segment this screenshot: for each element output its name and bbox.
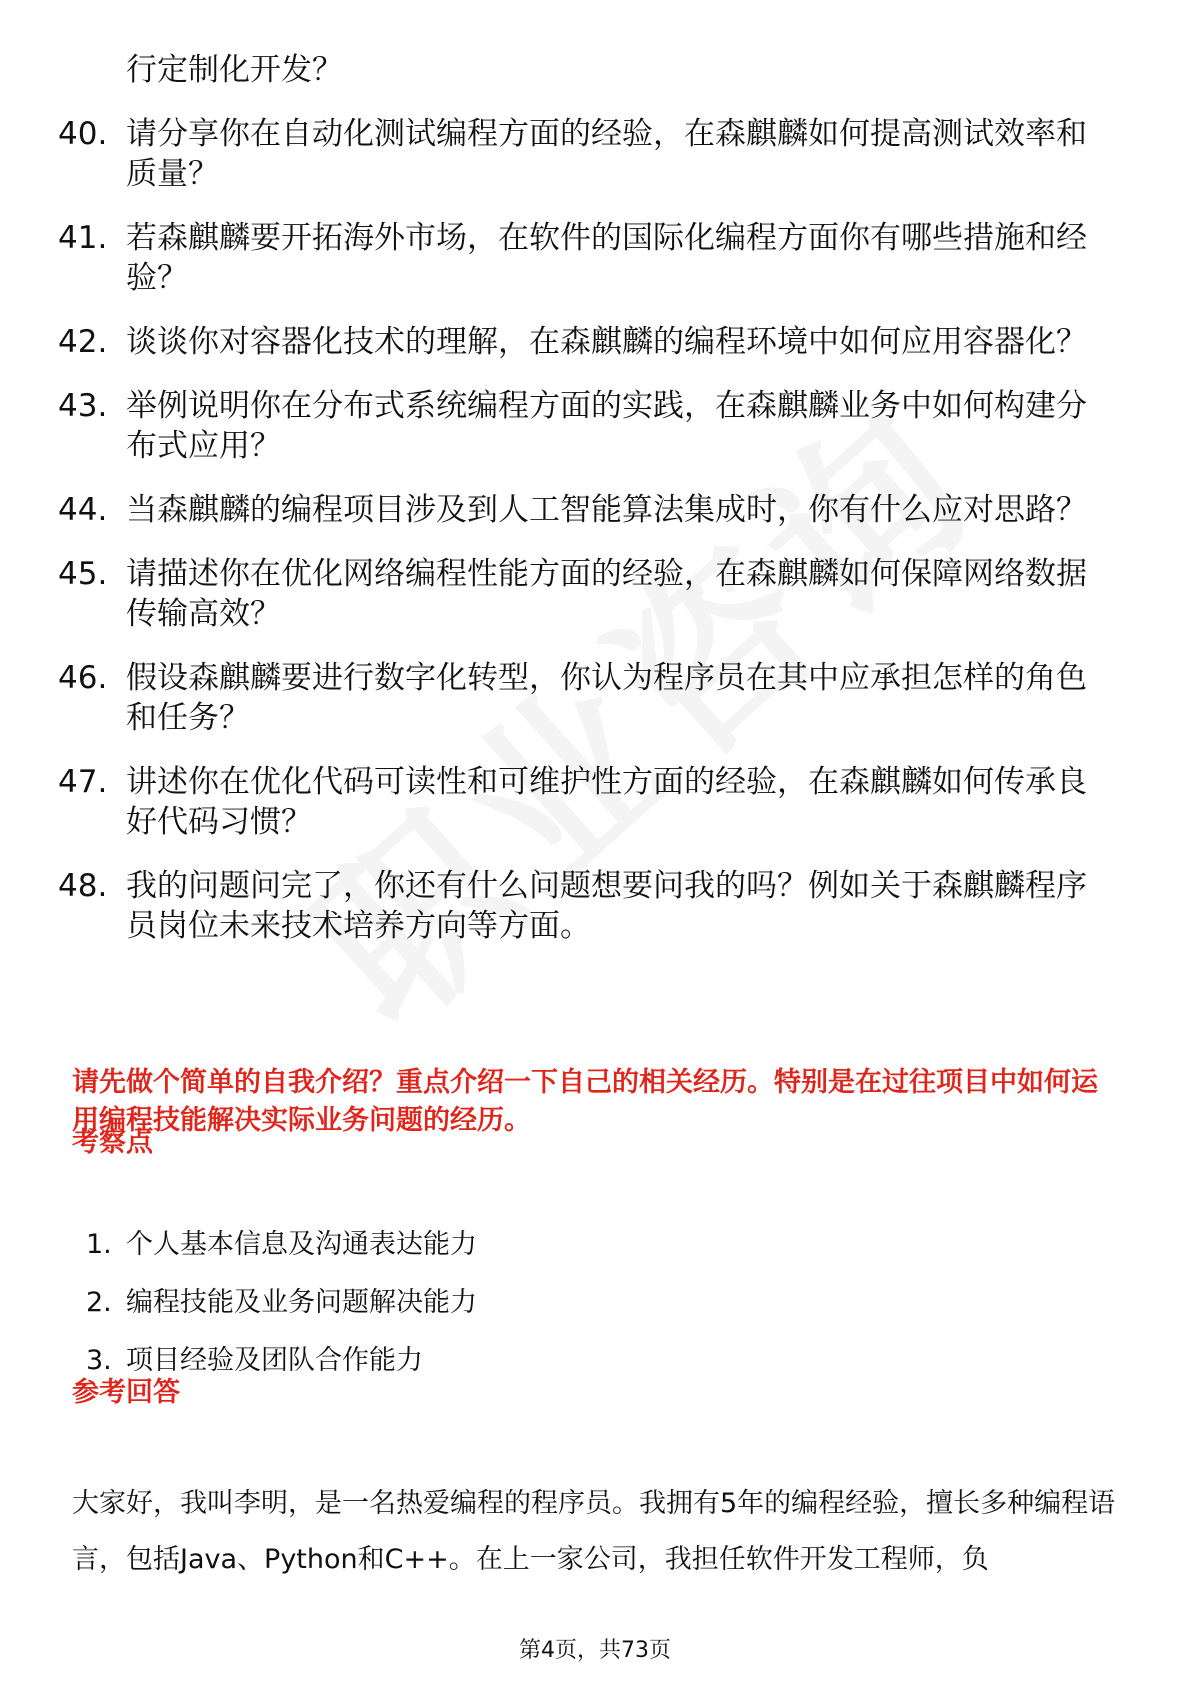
featured-question: 请先做个简单的自我介绍？重点介绍一下自己的相关经历。特别是在过往项目中如何运用编程技能解决实际业务问题的经历。: [72, 1067, 1098, 1136]
focus-text: 编程技能及业务问题解决能力: [126, 1287, 477, 1318]
question-item: [58, 322, 1118, 362]
question-item: [58, 490, 1118, 530]
question-number: 42.: [58, 324, 108, 360]
question-number: 48.: [58, 868, 108, 904]
question-number: 41.: [58, 220, 108, 256]
focus-number: 1.: [86, 1229, 112, 1260]
focus-item: [86, 1344, 986, 1378]
focus-text: 个人基本信息及沟通表达能力: [126, 1229, 477, 1260]
question-item: [58, 866, 1118, 946]
question-number: 47.: [58, 764, 108, 800]
question-number: 44.: [58, 492, 108, 528]
question-item: [58, 554, 1118, 634]
focus-item: [86, 1228, 986, 1262]
question-number: 43.: [58, 388, 108, 424]
question-text: 当森麒麟的编程项目涉及到人工智能算法集成时，你有什么应对思路？: [126, 492, 1087, 528]
question-item: [58, 114, 1118, 194]
question-text: 假设森麒麟要进行数字化转型，你认为程序员在其中应承担怎样的角色和任务？: [126, 660, 1087, 736]
question-text: 讲述你在优化代码可读性和可维护性方面的经验，在森麒麟如何传承良好代码习惯？: [126, 764, 1087, 840]
question-text: 请分享你在自动化测试编程方面的经验，在森麒麟如何提高测试效率和质量？: [126, 116, 1087, 192]
question-number: 45.: [58, 556, 108, 592]
reference-answer: 大家好，我叫李明，是一名热爱编程的程序员。我拥有5年的编程经验，擅长多种编程语言，包括Java、Python和C++。在上一家公司，我担任软件开发工程师，负: [72, 1488, 1116, 1575]
question-text: 我的问题问完了，你还有什么问题想要问我的吗？例如关于森麒麟程序员岗位未来技术培养方向等方面。: [126, 868, 1087, 944]
question-number: 40.: [58, 116, 108, 152]
question-item: [58, 218, 1118, 298]
focus-number: 2.: [86, 1287, 112, 1318]
focus-item: [86, 1286, 986, 1320]
question-item: [58, 762, 1118, 842]
question-text: 请描述你在优化网络编程性能方面的经验，在森麒麟如何保障网络数据传输高效？: [126, 556, 1087, 632]
question-item: [58, 386, 1118, 466]
page-footer: 第4页，共73页: [519, 1638, 671, 1663]
reference-heading: 参考回答: [72, 1377, 180, 1408]
question-text: 举例说明你在分布式系统编程方面的实践，在森麒麟业务中如何构建分布式应用？: [126, 388, 1087, 464]
question-text: 若森麒麟要开拓海外市场，在软件的国际化编程方面你有哪些措施和经验？: [126, 220, 1087, 296]
question-number: 46.: [58, 660, 108, 696]
focus-list: [86, 1228, 986, 1402]
focus-heading: 考察点: [72, 1127, 153, 1158]
question-item: [58, 658, 1118, 738]
question-list: [58, 114, 1118, 970]
continuation-text: 行定制化开发？: [126, 52, 343, 88]
focus-text: 项目经验及团队合作能力: [126, 1345, 423, 1376]
question-text: 谈谈你对容器化技术的理解，在森麒麟的编程环境中如何应用容器化？: [126, 324, 1087, 360]
focus-number: 3.: [86, 1345, 112, 1376]
